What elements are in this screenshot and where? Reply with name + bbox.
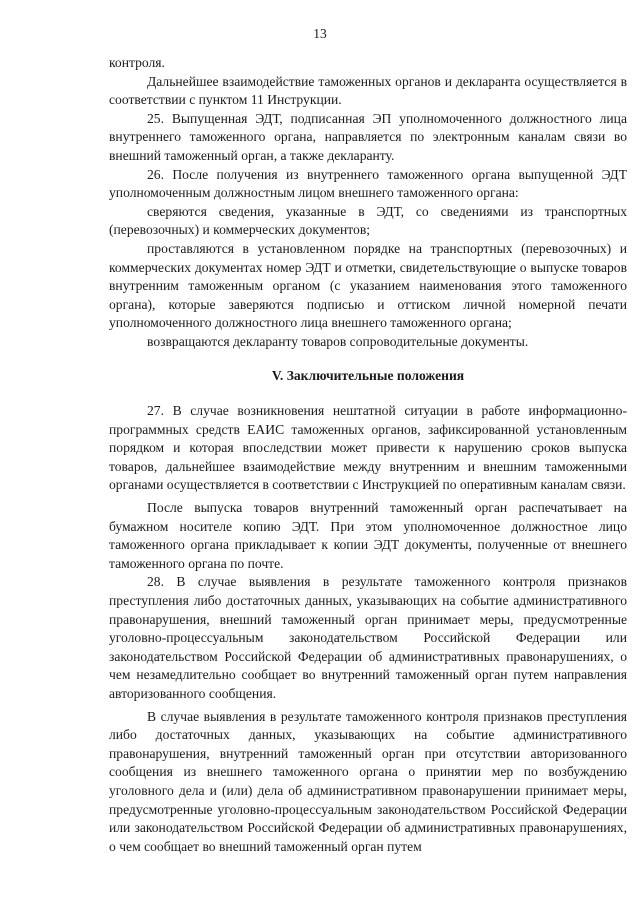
paragraph-28-continued: В случае выявления в результате таможенного контроля признаков преступления либо достаточных данных, указывающих на событие административного правонарушения, внутренний таможенный орган при отсутствии авторизованного сообщения из внешнего таможенного органа о принятии мер по возбуждению уголовного дела и (или) дела об административном правонарушении принимает меры, предусмотренные уголовно-процессуальным законодательством Российской Федерации или законодательством Российской Федерации об административных правонарушениях, о чем сообщает во внешний таможенный орган путем <box>109 708 627 854</box>
paragraph-26-item-1: сверяются сведения, указанные в ЭДТ, со сведениями из транспортных (перевозочных) и коммерческих документов; <box>109 203 627 238</box>
paragraph-27-continued: После выпуска товаров внутренний таможенный орган распечатывает на бумажном носителе копию ЭДТ. При этом уполномоченное должностное лицо таможенного органа прикладывает к копии ЭДТ документы, полученные от внешнего таможенного органа по почте. <box>109 500 627 571</box>
section-heading: V. Заключительные положения <box>271 367 465 383</box>
page-number: 13 <box>313 26 327 41</box>
paragraph-28: 28. В случае выявления в результате таможенного контроля признаков преступления либо достаточных данных, указывающих на событие административного правонарушения, внешний таможенный орган принимает меры, предусмотренные уголовно-процессуальным законодательством Российской Федерации или законодательством Российской Федерации об административных правонарушениях, о чем незамедлительно сообщает во внутренний таможенный орган путем направления авторизованного сообщения. <box>109 574 627 701</box>
document-body <box>109 54 627 856</box>
paragraph-26-item-2: проставляются в установленном порядке на транспортных (перевозочных) и коммерческих документах номер ЭДТ и отметки, свидетельствующие о выпуске товаров внутренним таможенным органом (с указанием наименования этого таможенного органа), которые заверяются подписью и оттиском личной номерной печати уполномоченного должностного лица внешнего таможенного органа; <box>109 240 627 331</box>
paragraph-27: 27. В случае возникновения нештатной ситуации в работе информационно-программных средств ЕАИС таможенных органов, зафиксированной установленным порядком и которая впоследствии может привести к нарушению сроков выпуска товаров, дальнейшее взаимодействие между внутренним и внешним таможенными органами осуществляется в соответствии с Инструкцией по оперативным каналам связи. <box>109 403 627 493</box>
paragraph-25: 25. Выпущенная ЭДТ, подписанная ЭП уполномоченного должностного лица внутреннего таможенного органа, направляется по электронным каналам связи во внешний таможенный орган, а также декларанту. <box>109 110 627 163</box>
paragraph-26: 26. После получения из внутреннего таможенного органа выпущенной ЭДТ уполномоченным должностным лицом внешнего таможенного органа: <box>109 166 627 201</box>
paragraph-continuation: контроля. <box>109 55 165 70</box>
paragraph-interaction: Дальнейшее взаимодействие таможенных органов и декларанта осуществляется в соответствии с пунктом 11 Инструкции. <box>109 73 627 108</box>
paragraph-26-item-3: возвращаются декларанту товаров сопроводительные документы. <box>147 333 529 349</box>
